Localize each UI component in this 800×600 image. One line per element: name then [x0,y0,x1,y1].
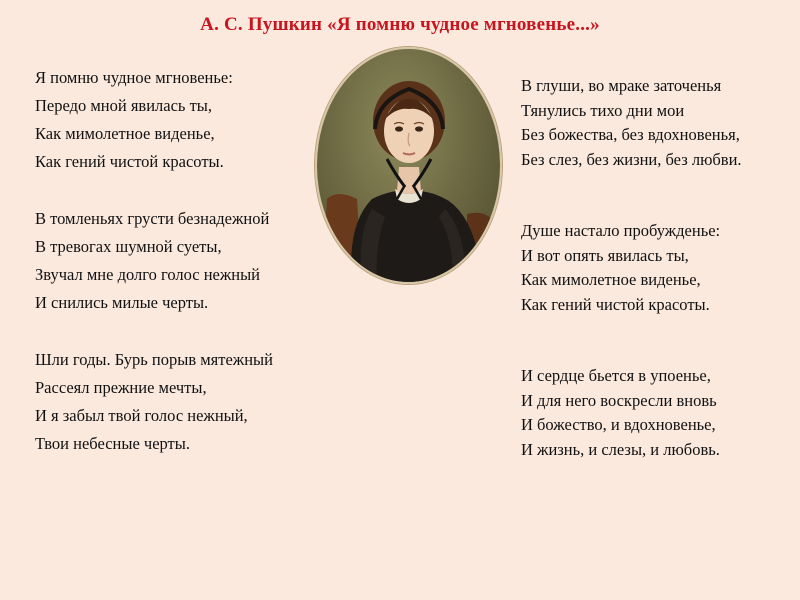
poem-line: Душе настало пробужденье: [521,221,721,240]
poem-line: Как гений чистой красоты. [521,294,710,314]
poem-line: Я помню чудное мгновенье: [35,68,233,87]
poem-line: В томленьях грусти безнадежной [35,209,270,228]
poem-line: И я забыл твой голос нежный, [35,406,248,425]
stanza-5 [521,219,720,317]
poem-line: В глуши, во мраке заточенья [521,76,722,95]
page-title: А. С. Пушкин «Я помню чудное мгновенье...» [200,14,600,35]
poem-line: Тянулись тихо дни мои [521,100,685,120]
portrait-image [317,49,500,282]
poem-line: Передо мной явилась ты, [35,96,213,115]
stanza-6 [521,364,720,462]
poem-line: Как мимолетное виденье, [521,270,701,289]
poem-line: И для него воскресли вновь [521,390,717,410]
stanza-2 [35,205,269,317]
poem-line: Звучал мне долго голос нежный [35,265,261,284]
poem-line: Без божества, без вдохновенья, [521,125,740,144]
portrait [315,47,502,284]
stanza-1 [35,64,233,176]
poem-line: В тревогах шумной суеты, [35,237,222,256]
poem-line: Шли годы. Бурь порыв мятежный [35,350,273,369]
stanza-3 [35,346,273,458]
poem-line: И вот опять явилась ты, [521,245,689,265]
poem-line: Без слез, без жизни, без любви. [521,149,742,169]
poem-line: И божество, и вдохновенье, [521,415,716,434]
poem-line: Как гений чистой красоты. [35,152,224,171]
stanza-4 [521,74,742,172]
poem-line: И жизнь, и слезы, и любовь. [521,439,720,459]
poem-line: И снились милые черты. [35,293,209,312]
poem-line: Как мимолетное виденье, [35,124,215,143]
poem-line: Рассеял прежние мечты, [35,378,207,397]
poem-line: И сердце бьется в упоенье, [521,366,711,385]
poem-line: Твои небесные черты. [35,434,190,453]
